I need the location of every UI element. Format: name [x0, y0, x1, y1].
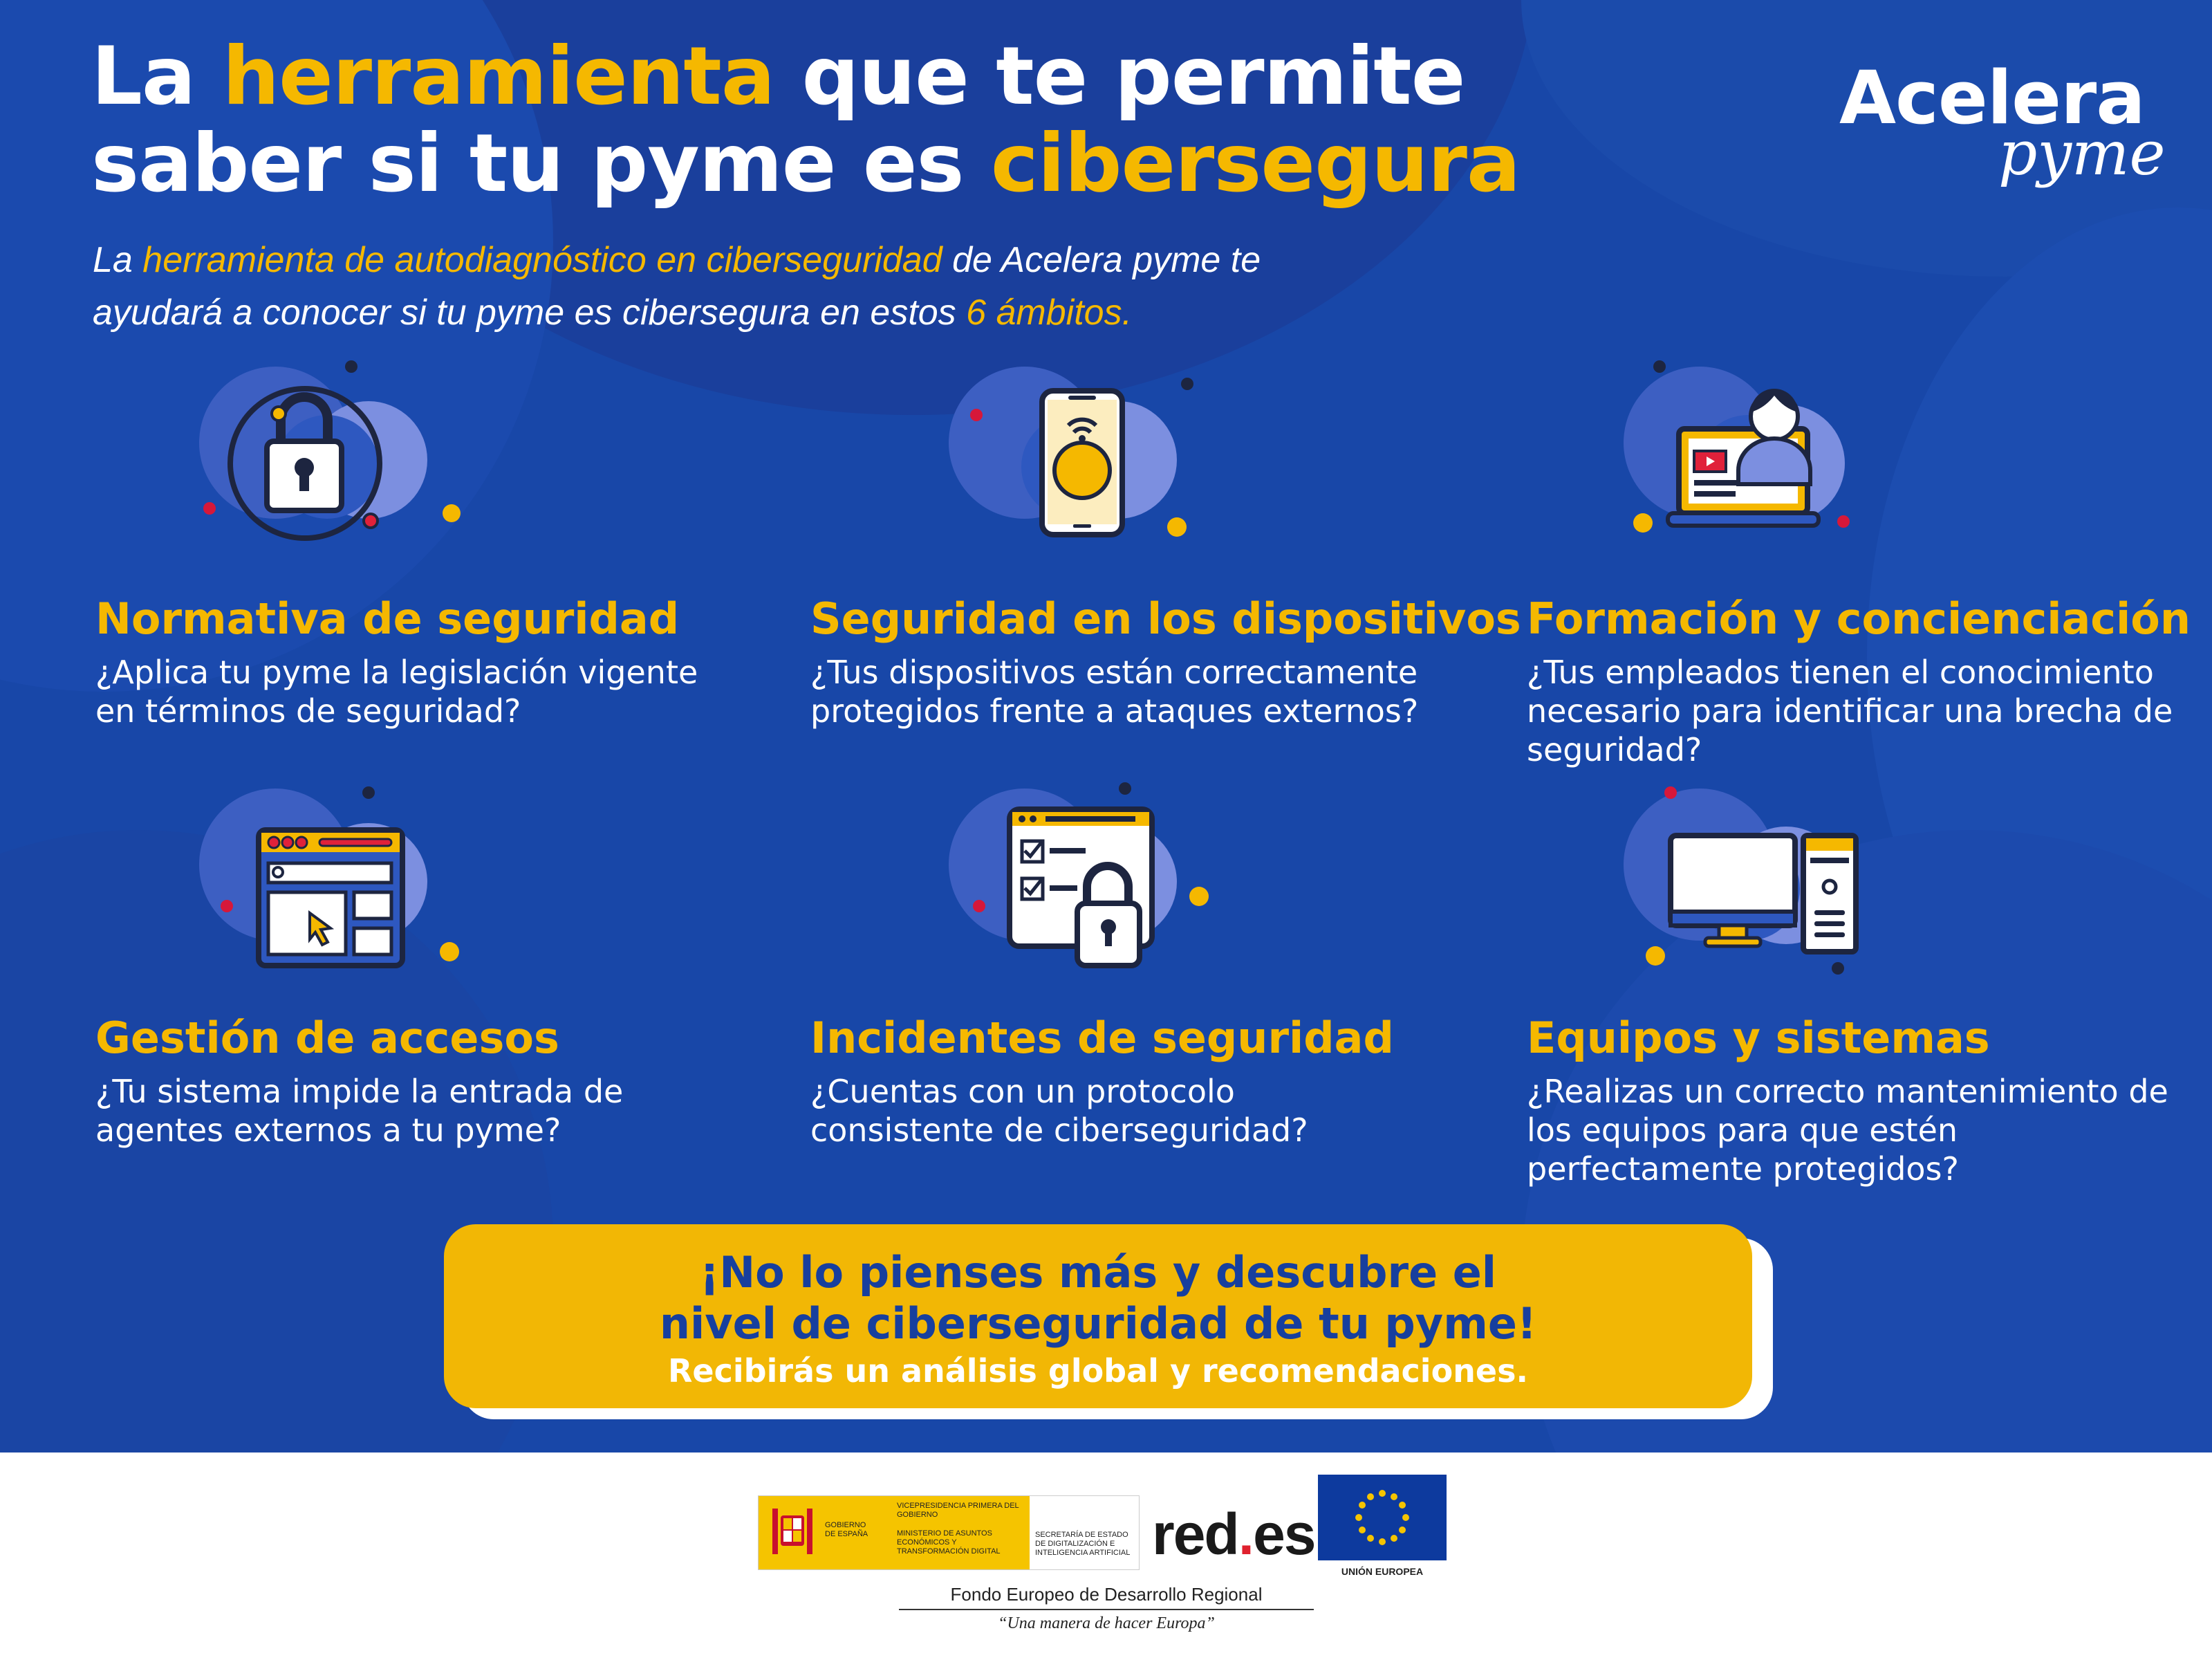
icon-cluster: [942, 775, 1218, 982]
area-card-equipos: [1527, 775, 2212, 1190]
area-title: Equipos y sistemas: [1527, 1013, 1990, 1063]
title-line-2: saber si tu pyme es cibersegura: [91, 117, 1521, 210]
red-es-logo: red.es: [1152, 1502, 1315, 1567]
cta-line-2: nivel de ciberseguridad de tu pyme!: [659, 1298, 1537, 1349]
cta-line-3: Recibirás un análisis global y recomendaciones.: [668, 1352, 1528, 1390]
icon-cluster: [192, 775, 469, 982]
title-line-1: La herramienta que te permite: [91, 30, 1465, 123]
logo-word-pyme: pyme: [1998, 118, 2166, 189]
icon-cluster: [192, 353, 469, 560]
area-question: ¿Realizas un correcto mantenimiento de los equipos para que estén perfectamente protegidos?: [1527, 1073, 2168, 1188]
training-laptop-icon: [1603, 353, 1879, 560]
icon-cluster: [942, 353, 1218, 560]
coat-of-arms-icon: [768, 1506, 817, 1560]
divider: [899, 1609, 1314, 1610]
padlock-icon: [192, 353, 469, 560]
area-question: ¿Tus empleados tienen el conocimiento necesario para identificar una brecha de seguridad?: [1527, 654, 2173, 768]
eu-flag: [1318, 1475, 1447, 1560]
page-title: [91, 30, 1521, 210]
icon-cluster: [1603, 353, 1879, 560]
checklist-lock-icon: [942, 775, 1218, 982]
area-question: ¿Tus dispositivos están correctamente protegidos frente a ataques externos?: [810, 654, 1419, 730]
area-card-accesos: [95, 775, 787, 1162]
area-title: Incidentes de seguridad: [810, 1013, 1394, 1063]
eu-stars-icon: [1318, 1475, 1447, 1560]
fondo-label: Fondo Europeo de Desarrollo Regional: [950, 1584, 1263, 1605]
secretaria-label: SECRETARÍA DE ESTADO DE DIGITALIZACIÓN E INTELIGENCIA ARTIFICIAL: [1035, 1531, 1131, 1557]
area-question: ¿Aplica tu pyme la legislación vigente en términos de seguridad?: [95, 654, 698, 730]
ministerio-label: MINISTERIO DE ASUNTOS ECONÓMICOS Y TRANSFORMACIÓN DIGITAL: [897, 1529, 1001, 1556]
gobierno-label: GOBIERNO DE ESPAÑA: [825, 1521, 868, 1538]
smartphone-icon: [942, 353, 1218, 560]
cta-banner[interactable]: [444, 1224, 1752, 1408]
area-title: Seguridad en los dispositivos: [810, 593, 1521, 644]
computer-tower-icon: [1603, 775, 1879, 982]
browser-access-icon: [192, 775, 469, 982]
acelera-pyme-logo: [1839, 55, 2171, 187]
vicepresidencia-label: VICEPRESIDENCIA PRIMERA DEL GOBIERNO: [897, 1502, 1019, 1519]
area-card-incidentes: [810, 775, 1502, 1162]
area-title: Formación y concienciación: [1527, 593, 2191, 644]
logo-word-acelera: Acelera: [1839, 55, 2145, 140]
area-title: Gestión de accesos: [95, 1013, 559, 1063]
eu-label: UNIÓN EUROPEA: [1341, 1566, 1424, 1577]
area-question: ¿Tu sistema impide la entrada de agentes externos a tu pyme?: [95, 1073, 624, 1149]
gobierno-logo: [758, 1495, 1140, 1570]
lema-label: “Una manera de hacer Europa”: [998, 1614, 1215, 1632]
cta-line-1: ¡No lo pienses más y descubre el: [699, 1247, 1497, 1298]
footer: [0, 1452, 2212, 1660]
area-question: ¿Cuentas con un protocolo consistente de ciberseguridad?: [810, 1073, 1308, 1149]
area-card-formacion: [1527, 353, 2212, 768]
area-card-normativa: [95, 353, 787, 740]
area-card-dispositivos: [810, 353, 1521, 740]
icon-cluster: [1603, 775, 1879, 982]
area-title: Normativa de seguridad: [95, 593, 680, 644]
page-subtitle: La herramienta de autodiagnóstico en ciberseguridad de Acelera pyme te ayudará a conocer si tu pyme es cibersegura en estos 6 ámbitos.: [93, 240, 1261, 333]
